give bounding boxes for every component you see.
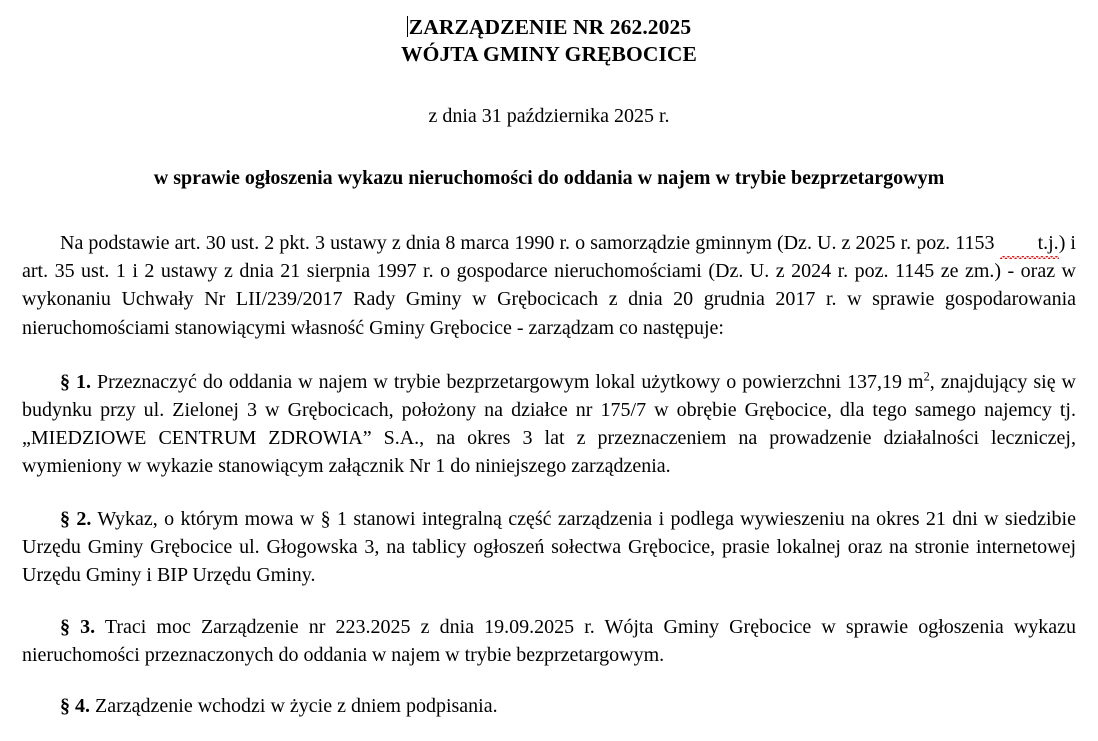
superscript-square-meters: 2 bbox=[923, 369, 930, 384]
document-title-line-1 bbox=[22, 14, 1076, 41]
document-title-line-2: WÓJTA GMINY GRĘBOCICE bbox=[401, 42, 697, 66]
document-header bbox=[22, 14, 1076, 191]
spellcheck-token: t.j. bbox=[1000, 229, 1059, 257]
preamble-part-2: ) i art. 35 ust. 1 i 2 ustawy z dnia 21 sierpnia 1997 r. o gospodarce nieruchomościami (Dz. U. z 2024 r. poz. 1145 ze zm.) - oraz w wykonaniu Uchwały Nr LII/239/2017 Rady Gminy w Grębocicach z dnia 20 grudnia 2017 r. w sprawie gospodarowania nieruchomościami stanowiącymi własność Gminy Grębocice - zarządzam co następuje: bbox=[22, 232, 1076, 339]
section-paragraph-3 bbox=[22, 613, 1076, 669]
section-text-1a: Przeznaczyć do oddania w najem w trybie bezprzetargowym lokal użytkowy o powierzchni 137,19 m bbox=[90, 370, 924, 393]
document-body bbox=[22, 229, 1076, 720]
section-marker-3: § 3. bbox=[60, 616, 96, 639]
section-paragraph-1 bbox=[22, 368, 1076, 481]
section-text-4: Zarządzenie wchodzi w życie z dniem podpisania. bbox=[90, 694, 498, 717]
section-marker-4: § 4. bbox=[60, 694, 90, 717]
section-marker-1: § 1. bbox=[60, 370, 91, 393]
section-text-1b: , znajdujący się w budynku przy ul. Zielonej 3 w Grębocicach, położony na działce nr 175/7 w obrębie Grębocice, dla tego samego najemcy tj. „MIEDZIOWE CENTRUM ZDROWIA” S.A., na okres 3 lat z przeznaczeniem na prowadzenie działalności leczniczej, wymieniony w wykazie stanowiącym załącznik Nr 1 do niniejszego zarządzenia. bbox=[22, 370, 1076, 478]
text-caret bbox=[407, 16, 408, 37]
preamble-part-1: Na podstawie art. 30 ust. 2 pkt. 3 ustawy z dnia 8 marca 1990 r. o samorządzie gminnym (Dz. U. z 2025 r. poz. 1153 bbox=[60, 232, 1000, 254]
section-paragraph-2 bbox=[22, 505, 1076, 590]
document-date-line: z dnia 31 października 2025 r. bbox=[428, 105, 670, 127]
section-text-3: Traci moc Zarządzenie nr 223.2025 z dnia 19.09.2025 r. Wójta Gminy Grębocice w sprawie ogłoszenia wykazu nieruchomości przeznaczonych do oddania w najem w trybie bezprzetargowym. bbox=[22, 616, 1077, 667]
document-title-line-1-text: ZARZĄDZENIE NR 262.2025 bbox=[408, 15, 692, 39]
section-text-2: Wykaz, o którym mowa w § 1 stanowi integralną część zarządzenia i podlega wywieszeniu na okres 21 dni w siedzibie Urzędu Gminy Grębocice ul. Głogowska 3, na tablicy ogłoszeń sołectwa Grębocice, prasie lokalnej oraz na stronie internetowej Urzędu Gminy i BIP Urzędu Gminy. bbox=[22, 507, 1076, 587]
document-subject-line: w sprawie ogłoszenia wykazu nieruchomości do oddania w najem w trybie bezprzetargowym bbox=[153, 167, 945, 189]
section-marker-2: § 2. bbox=[60, 507, 92, 530]
preamble-paragraph bbox=[22, 229, 1076, 342]
section-paragraph-4 bbox=[22, 692, 1076, 720]
